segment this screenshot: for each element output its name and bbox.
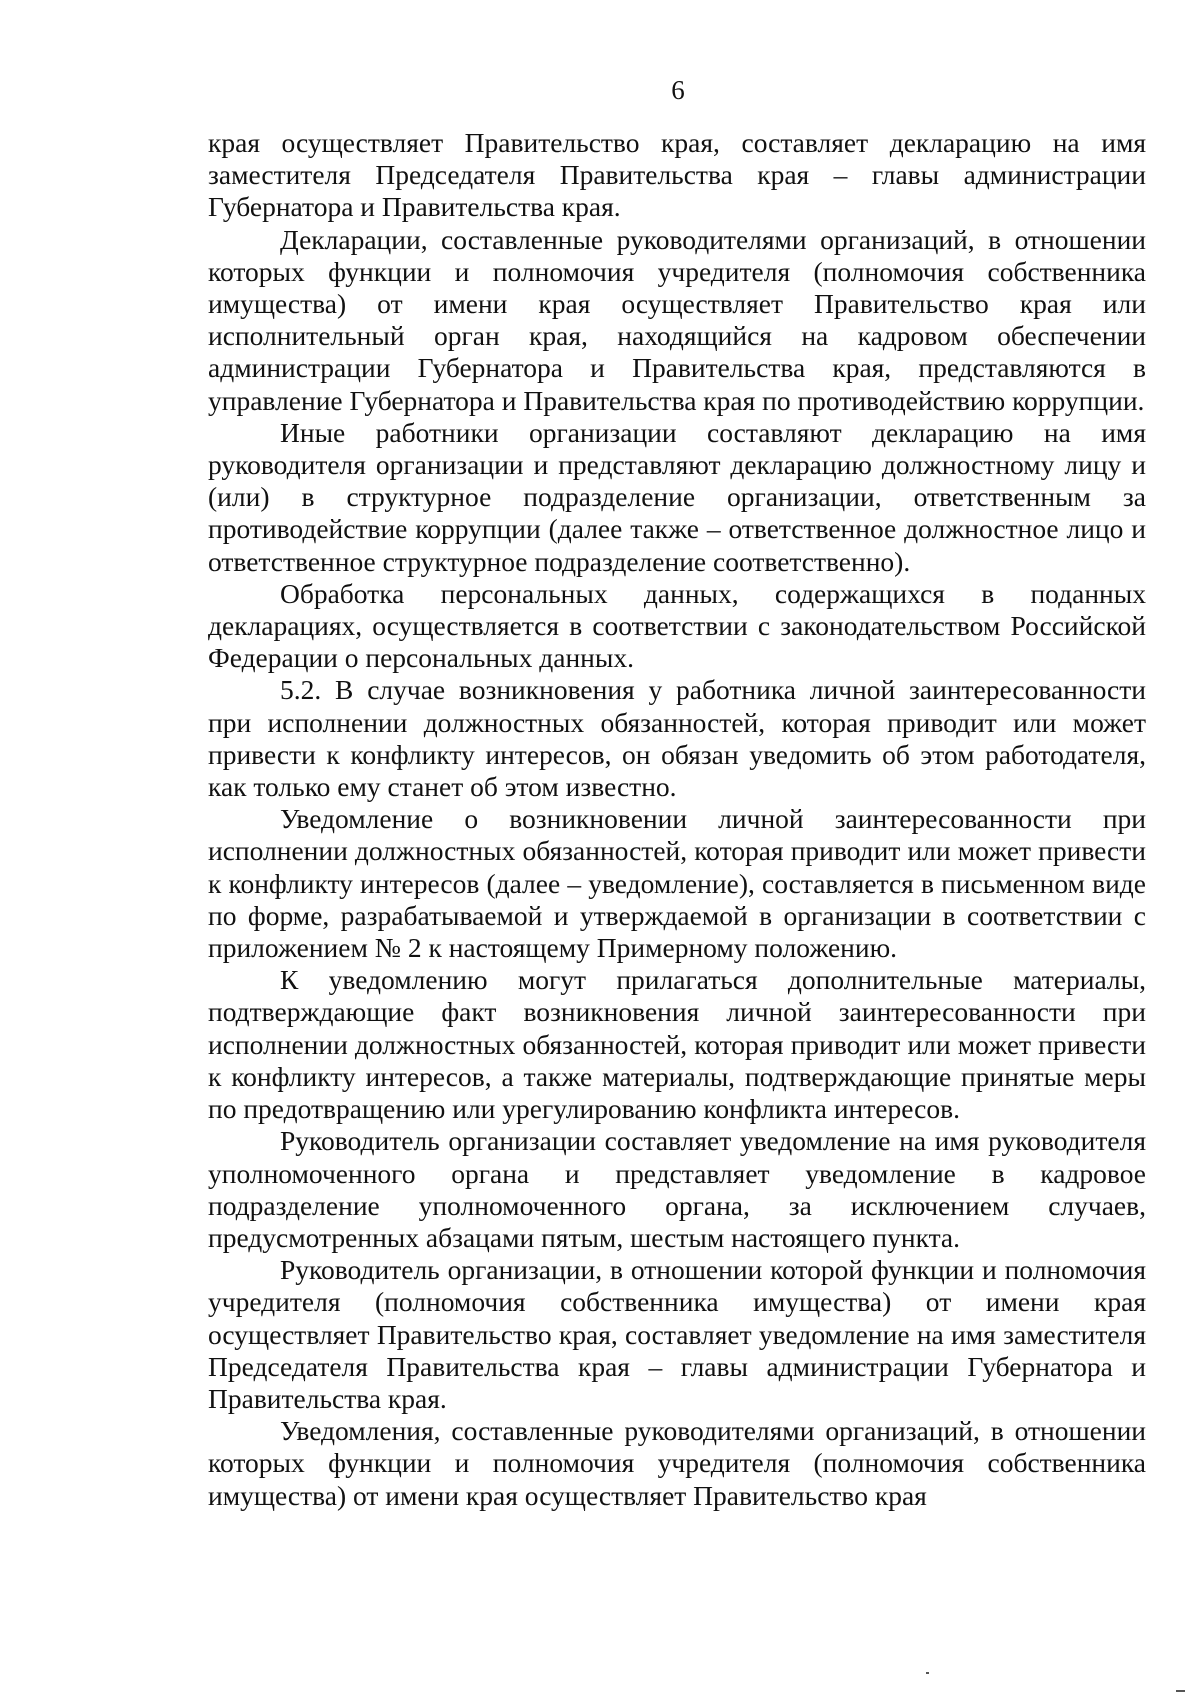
paragraph-continuation: края осуществляет Правительство края, составляет декларацию на имя заместителя Председателя Правительства края – главы администрации Губернатора и Правительства края. [208, 127, 1146, 223]
paragraph-notification-materials: К уведомлению могут прилагаться дополнительные материалы, подтверждающие факт возникновения личной заинтересованности при исполнении должностных обязанностей, которая приводит или может привести к конфликту интересов, а также материалы, подтверждающие принятые меры по предотвращению или урегулированию конфликта интересов. [208, 964, 1146, 1125]
paragraph-personal-data: Обработка персональных данных, содержащихся в поданных декларациях, осуществляется в соответствии с законодательством Российской Федерации о персональных данных. [208, 577, 1146, 674]
document-body [208, 127, 1146, 1512]
paragraph-head-government-notification: Руководитель организации, в отношении которой функции и полномочия учредителя (полномочия собственника имущества) от имени края осуществляет Правительство края, составляет уведомление на имя заместителя Председателя Правительства края – главы администрации Губернатора и Правительства края. [208, 1254, 1146, 1414]
paragraph-clause-5-2: 5.2. В случае возникновения у работника личной заинтересованности при исполнении должностных обязанностей, которая приводит или может привести к конфликту интересов, он обязан уведомить об этом работодателя, как только ему станет об этом известно. [208, 674, 1146, 803]
scan-speck [926, 1672, 929, 1674]
paragraph-head-notification: Руководитель организации составляет уведомление на имя руководителя уполномоченного органа и представляет уведомление в кадровое подразделение уполномоченного органа, за исключением случаев, предусмотренных абзацами пятым, шестым настоящего пункта. [208, 1125, 1146, 1253]
paragraph-other-employees: Иные работники организации составляют декларацию на имя руководителя организации и представляют декларацию должностному лицу и (или) в структурное подразделение организации, ответственным за противодействие коррупции (далее также – ответственное должностное лицо и ответственное структурное подразделение соответственно). [208, 416, 1146, 577]
scan-speck [1176, 1690, 1185, 1692]
paragraph-notification-form: Уведомление о возникновении личной заинтересованности при исполнении должностных обязанностей, которая приводит или может привести к конфликту интересов (далее – уведомление), составляется в письменном виде по форме, разрабатываемой и утверждаемой в организации в соответствии с приложением № 2 к настоящему Примерному положению. [208, 803, 1146, 964]
page-number: 6 [671, 75, 685, 105]
paragraph-notifications-heads: Уведомления, составленные руководителями организаций, в отношении которых функции и полномочия учредителя (полномочия собственника имущества) от имени края осуществляет Правительство края [208, 1415, 1146, 1511]
paragraph-declarations-heads: Декларации, составленные руководителями организаций, в отношении которых функции и полномочия учредителя (полномочия собственника имущества) от имени края осуществляет Правительство края или исполнительный орган края, находящийся на кадровом обеспечении администрации Губернатора и Правительства края, представляются в управление Губернатора и Правительства края по противодействию коррупции. [208, 223, 1146, 416]
